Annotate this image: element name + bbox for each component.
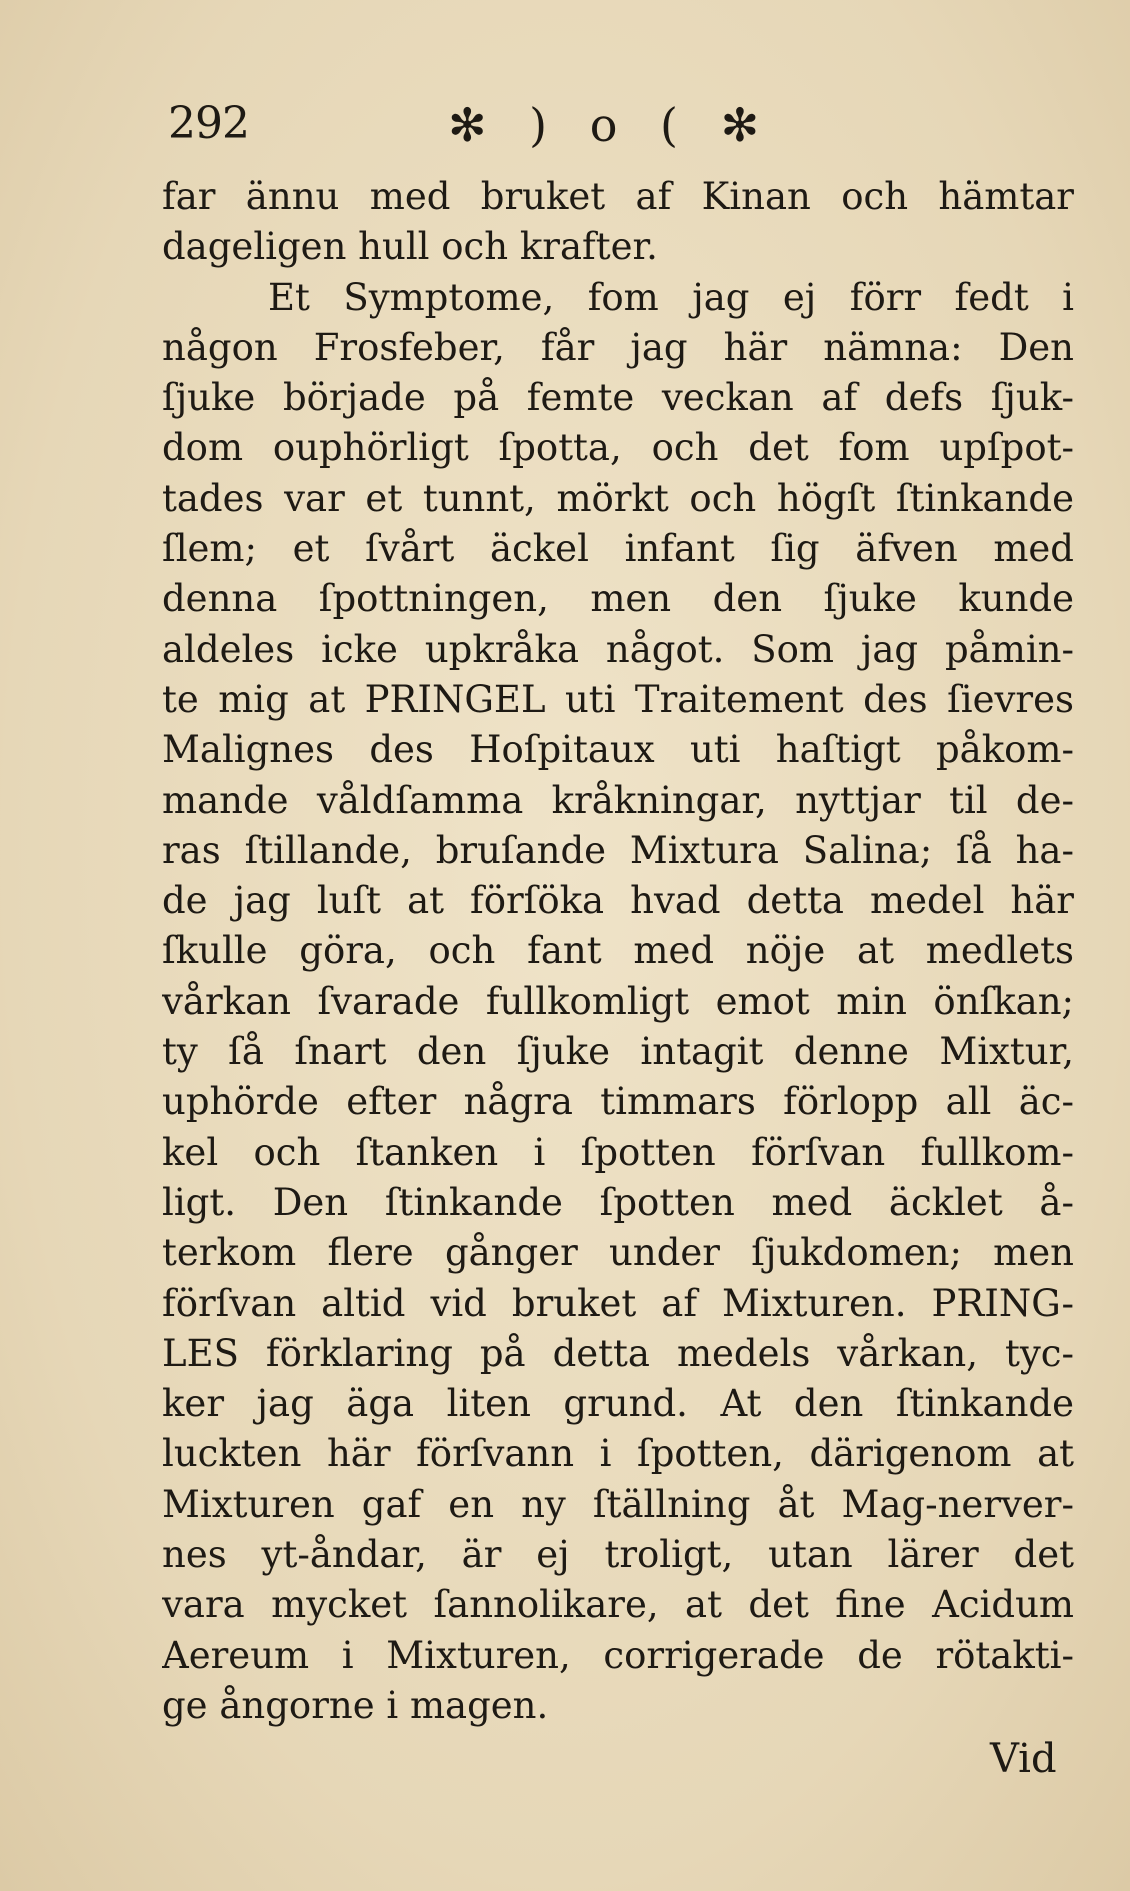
text-line: Mixturen gaf en ny ſtällning åt Mag-nerver- (162, 1482, 1074, 1526)
text-line: ſjuke började på femte veckan af defs ſjuk- (162, 376, 1074, 420)
text-line: ſlem; et ſvårt äckel infant ſig äfven med (162, 527, 1074, 571)
page-header (168, 98, 1068, 158)
text-line: terkom flere gånger under ſjukdomen; men (162, 1231, 1074, 1275)
text-line: LES förklaring på detta medels vårkan, tyc- (162, 1331, 1074, 1375)
text-line: denna ſpottningen, men den ſjuke kunde (162, 577, 1074, 621)
text-line: någon Frosfeber, får jag här nämna: Den (162, 325, 1074, 369)
text-line: Et Symptome, fom jag ej förr fedt i (268, 275, 1074, 319)
text-line: aldeles icke upkråka något. Som jag påmin- (162, 627, 1074, 671)
text-line: de jag luſt at förſöka hvad detta medel här (162, 879, 1074, 923)
text-line: vårkan ſvarade fullkomligt emot min önſkan; (162, 979, 1074, 1023)
page-number: 292 (168, 98, 249, 149)
text-line: ge ångorne i magen. (162, 1683, 549, 1727)
text-line: te mig at PRINGEL uti Traitement des ſievres (162, 677, 1074, 721)
text-line: dom ouphörligt ſpotta, och det fom upſpot- (162, 426, 1074, 470)
text-line: ras ſtillande, bruſande Mixtura Salina; ſå ha- (162, 828, 1074, 872)
text-line: Malignes des Hoſpitaux uti haſtigt påkom- (162, 728, 1074, 772)
catchword: Vid (990, 1736, 1057, 1782)
text-line: förſvan altid vid bruket af Mixturen. PRING- (162, 1281, 1074, 1325)
text-line: tades var et tunnt, mörkt och högſt ſtinkande (162, 476, 1074, 520)
header-ornament: ✻ ) o ( ✻ (448, 98, 774, 152)
text-line: far ännu med bruket af Kinan och hämtar (162, 175, 1074, 218)
text-line: kel och ſtanken i ſpotten förſvan fullkom- (162, 1130, 1074, 1174)
text-line: Aereum i Mixturen, corrigerade de rötakti- (162, 1633, 1074, 1677)
text-line: luckten här förſvann i ſpotten, därigenom at (162, 1432, 1074, 1476)
text-line: ligt. Den ſtinkande ſpotten med äcklet å- (162, 1180, 1074, 1224)
text-line: uphörde efter några timmars förlopp all äc- (162, 1080, 1074, 1124)
text-line: vara mycket ſannolikare, at det fine Acidum (162, 1583, 1074, 1627)
text-line: nes yt-åndar, är ej troligt, utan lärer det (162, 1533, 1074, 1577)
text-line: ſkulle göra, och fant med nöje at medlets (162, 929, 1074, 973)
body-text (162, 172, 1074, 1731)
text-line: ty ſå ſnart den ſjuke intagit denne Mixtur, (162, 1030, 1074, 1074)
text-line: dageligen hull och krafter. (162, 225, 658, 269)
text-line: mande våldſamma kråkningar, nyttjar til de- (162, 778, 1074, 822)
text-line: ker jag äga liten grund. At den ſtinkande (162, 1382, 1074, 1426)
